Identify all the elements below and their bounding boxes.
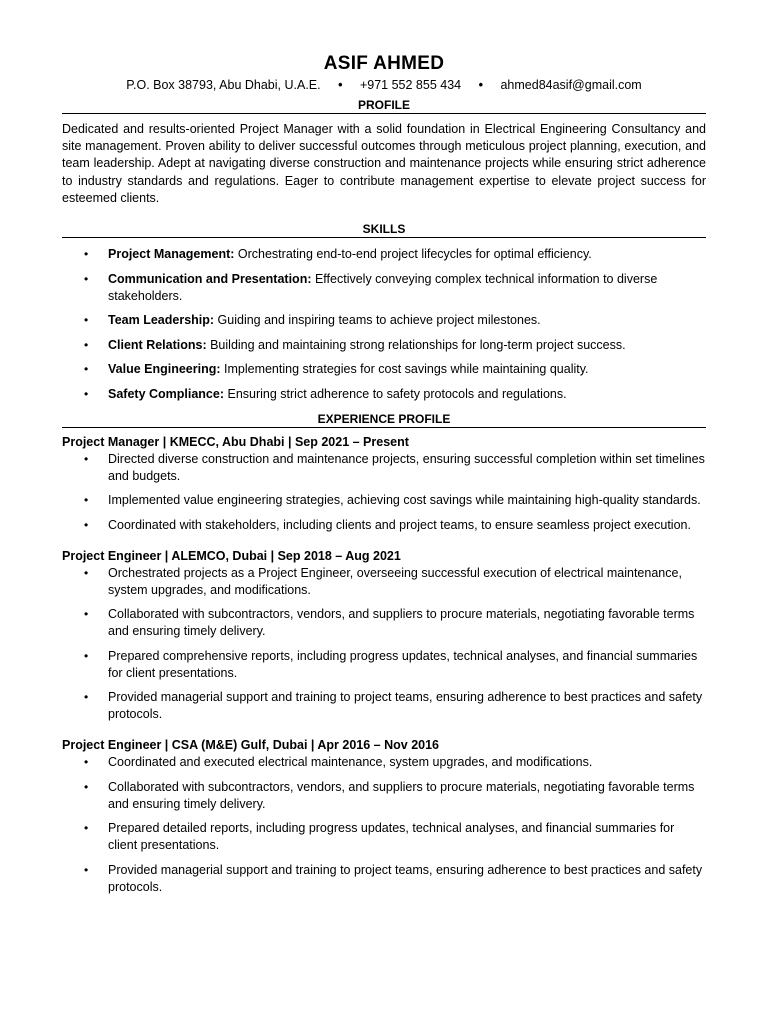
experience-heading: EXPERIENCE PROFILE bbox=[62, 411, 706, 428]
job-bullets bbox=[62, 754, 706, 896]
email: ahmed84asif@gmail.com bbox=[500, 78, 642, 92]
phone: +971 552 855 434 bbox=[359, 78, 462, 92]
job-heading: Project Manager | KMECC, Abu Dhabi | Sep 2021 – Present bbox=[62, 434, 409, 449]
skill-text: Implementing strategies for cost savings while maintaining quality. bbox=[220, 362, 589, 377]
job-bullet: • Directed diverse construction and maintenance projects, ensuring successful completion within set timelines and budgets. bbox=[62, 451, 706, 485]
job-heading: Project Engineer | ALEMCO, Dubai | Sep 2018 – Aug 2021 bbox=[62, 548, 401, 563]
job-bullets bbox=[62, 565, 706, 724]
job-bullet: • Coordinated and executed electrical maintenance, system upgrades, and modifications. bbox=[62, 754, 706, 771]
contact-line bbox=[62, 76, 706, 94]
bullet-separator: • bbox=[478, 78, 483, 92]
skill-item bbox=[62, 246, 706, 263]
job-bullet: • Collaborated with subcontractors, vendors, and suppliers to procure materials, negotiating favorable terms and ensuring timely delivery. bbox=[62, 779, 706, 813]
address: P.O. Box 38793, Abu Dhabi, U.A.E. bbox=[126, 78, 321, 92]
job-bullet: • Prepared comprehensive reports, including progress updates, technical analyses, and financial summaries for client presentations. bbox=[62, 648, 706, 682]
job-bullets bbox=[62, 451, 706, 534]
skill-text: Orchestrating end-to-end project lifecycles for optimal efficiency. bbox=[234, 247, 592, 262]
job-bullet: • Provided managerial support and training to project teams, ensuring adherence to best practices and safety protocols. bbox=[62, 862, 706, 896]
skill-item bbox=[62, 312, 706, 329]
skill-text: Effectively conveying complex technical information to diverse stakeholders. bbox=[108, 271, 658, 303]
skill-item bbox=[62, 271, 706, 305]
job-bullet: • Collaborated with subcontractors, vendors, and suppliers to procure materials, negotiating favorable terms and ensuring timely delivery. bbox=[62, 606, 706, 640]
skill-text: Building and maintaining strong relationships for long-term project success. bbox=[206, 337, 626, 352]
skill-label: Client Relations: bbox=[108, 337, 207, 352]
bullet-separator: • bbox=[338, 78, 343, 92]
job-bullet: • Prepared detailed reports, including progress updates, technical analyses, and financial summaries for client presentations. bbox=[62, 820, 706, 854]
skill-label: Safety Compliance: bbox=[108, 386, 225, 401]
job-bullet: • Provided managerial support and training to project teams, ensuring adherence to best practices and safety protocols. bbox=[62, 689, 706, 723]
job-bullet: • Coordinated with stakeholders, including clients and project teams, to ensure seamless project execution. bbox=[62, 517, 706, 534]
profile-text: Dedicated and results-oriented Project Manager with a solid foundation in Electrical Engineering Consultancy and site management. Proven ability to deliver successful outcomes through meticulous project planning, execution, and team leadership. Adept at navigating diverse construction and maintenance projects while ensuring strict adherence to industry standards and regulations. Eager to contribute management expertise to elevate project success for esteemed clients. bbox=[62, 122, 706, 205]
skill-label: Team Leadership: bbox=[108, 313, 215, 328]
job-entry bbox=[62, 737, 706, 896]
job-bullet: • Orchestrated projects as a Project Engineer, overseeing successful execution of electrical maintenance, system upgrades, and modifications. bbox=[62, 565, 706, 599]
skill-item bbox=[62, 337, 706, 354]
job-heading: Project Engineer | CSA (M&E) Gulf, Dubai | Apr 2016 – Nov 2016 bbox=[62, 738, 439, 753]
skill-text: Guiding and inspiring teams to achieve project milestones. bbox=[214, 313, 541, 328]
skills-list bbox=[62, 246, 706, 403]
job-entry bbox=[62, 548, 706, 724]
skills-heading: SKILLS bbox=[62, 221, 706, 238]
skill-label: Communication and Presentation: bbox=[108, 271, 312, 286]
profile-heading: PROFILE bbox=[62, 97, 706, 114]
skill-item bbox=[62, 361, 706, 378]
candidate-name: ASIF AHMED bbox=[323, 53, 445, 74]
job-bullet: • Implemented value engineering strategies, achieving cost savings while maintaining high-quality standards. bbox=[62, 492, 706, 509]
job-entry bbox=[62, 434, 706, 534]
skill-label: Value Engineering: bbox=[108, 362, 221, 377]
skill-text: Ensuring strict adherence to safety protocols and regulations. bbox=[224, 386, 567, 401]
skill-item bbox=[62, 386, 706, 403]
skill-label: Project Management: bbox=[108, 247, 235, 262]
